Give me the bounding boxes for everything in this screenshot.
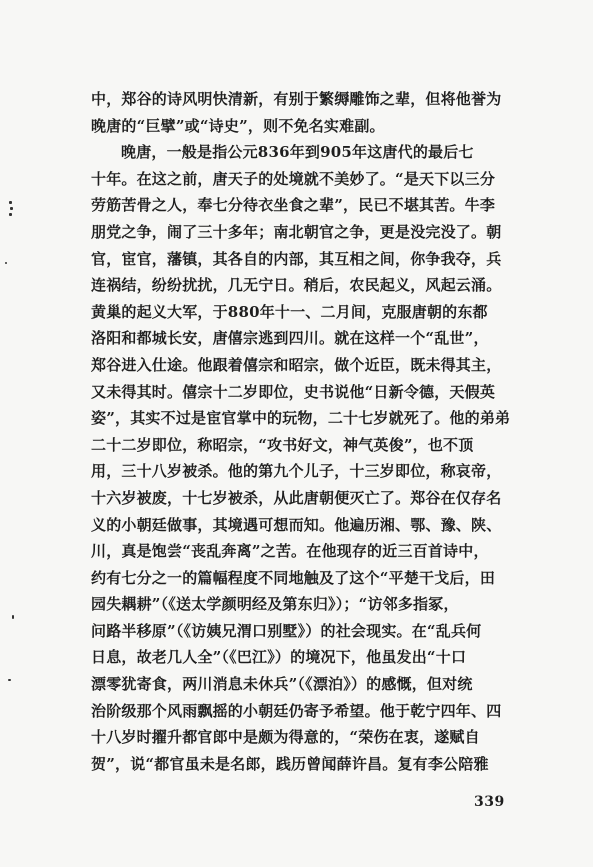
margin-speck <box>9 201 12 204</box>
text-line: 郑谷进入仕途。他跟着僖宗和昭宗，做个近臣，既未得其主， <box>91 355 502 374</box>
text-line: 义的小朝廷做事，其境遇可想而知。他遍历湘、鄂、豫、陕、 <box>91 515 502 534</box>
text-line: 洛阳和都城长安，唐僖宗逃到四川。就在这样一个“乱世”， <box>91 329 489 348</box>
margin-speck <box>8 679 11 681</box>
text-line: 又未得其时。僖宗十二岁即位，史书说他“日新令德，天假英 <box>91 382 496 401</box>
text-line: 园失耦耕”（《送太学颜明经及第东归》）；“访邻多指冢， <box>91 595 459 614</box>
text-line: 二十二岁即位，称昭宗，“攻书好文，神气英俊”，也不顶 <box>91 435 474 454</box>
text-line: 贺”，说“都官虽未是名郎，践历曾闻薛许昌。复有李公陪雅 <box>91 754 489 773</box>
text-line: 治阶级那个风雨飘摇的小朝廷仍寄予希望。他于乾宁四年、四 <box>91 701 502 720</box>
margin-speck <box>10 207 13 210</box>
text-line: 十年。在这之前，唐天子的处境就不美妙了。“是天下以三分 <box>91 169 496 188</box>
margin-speck <box>12 615 14 619</box>
margin-speck <box>9 213 12 216</box>
text-line: 问路半移原”（《访姨兄渭口别墅》）的社会现实。在“乱兵何 <box>91 621 482 640</box>
page-number: 339 <box>474 794 505 810</box>
text-line: 连祸结，纷纷扰扰，几无宁日。稍后，农民起义，风起云涌。 <box>91 276 502 295</box>
paragraph-first-line: 晚唐，一般是指公元836年到905年这唐代的最后七 <box>121 143 474 162</box>
margin-speck <box>5 262 7 264</box>
text-line: 黄巢的起义大军，于880年十一、二月间，克服唐朝的东都 <box>91 302 488 321</box>
text-line: 姿”，其实不过是宦官掌中的玩物，二十七岁就死了。他的弟弟 <box>91 409 511 428</box>
text-line: 日息，故老几人全”（《巴江》）的境况下，他虽发出“十口 <box>91 648 467 667</box>
text-line: 川，真是饱尝“丧乱奔离”之苦。在他现存的近三百首诗中， <box>91 542 489 561</box>
body-text <box>91 86 521 777</box>
text-line: 十六岁被废，十七岁被杀，从此唐朝便灭亡了。郑谷在仅存名 <box>91 488 502 507</box>
text-line: 约有七分之一的篇幅程度不同地触及了这个“平楚干戈后，田 <box>91 568 496 587</box>
text-line: 晚唐的“巨擘”或“诗史”，则不免名实难副。 <box>91 116 385 135</box>
text-line: 朋党之争，闹了三十多年；南北朝官之争，更是没完没了。朝 <box>91 222 502 241</box>
text-line: 十八岁时擢升都官郎中是颇为得意的，“荣伤在衷，遂赋自 <box>91 728 480 747</box>
text-line: 中，郑谷的诗风明快清新，有别于繁缛雕饰之辈，但将他誉为 <box>91 90 502 108</box>
text-line: 用，三十八岁被杀。他的第九个儿子，十三岁即位，称哀帝， <box>91 462 502 481</box>
text-line: 劳筋苦骨之人，奉七分待衣坐食之辈”，民已不堪其苦。牛李 <box>91 196 496 215</box>
text-line: 漂零犹寄食，两川消息未休兵”（《漂泊》）的感慨，但对统 <box>91 675 473 694</box>
text-line: 官，宦官，藩镇，其各自的内部，其互相之间，你争我夺，兵 <box>91 249 502 268</box>
